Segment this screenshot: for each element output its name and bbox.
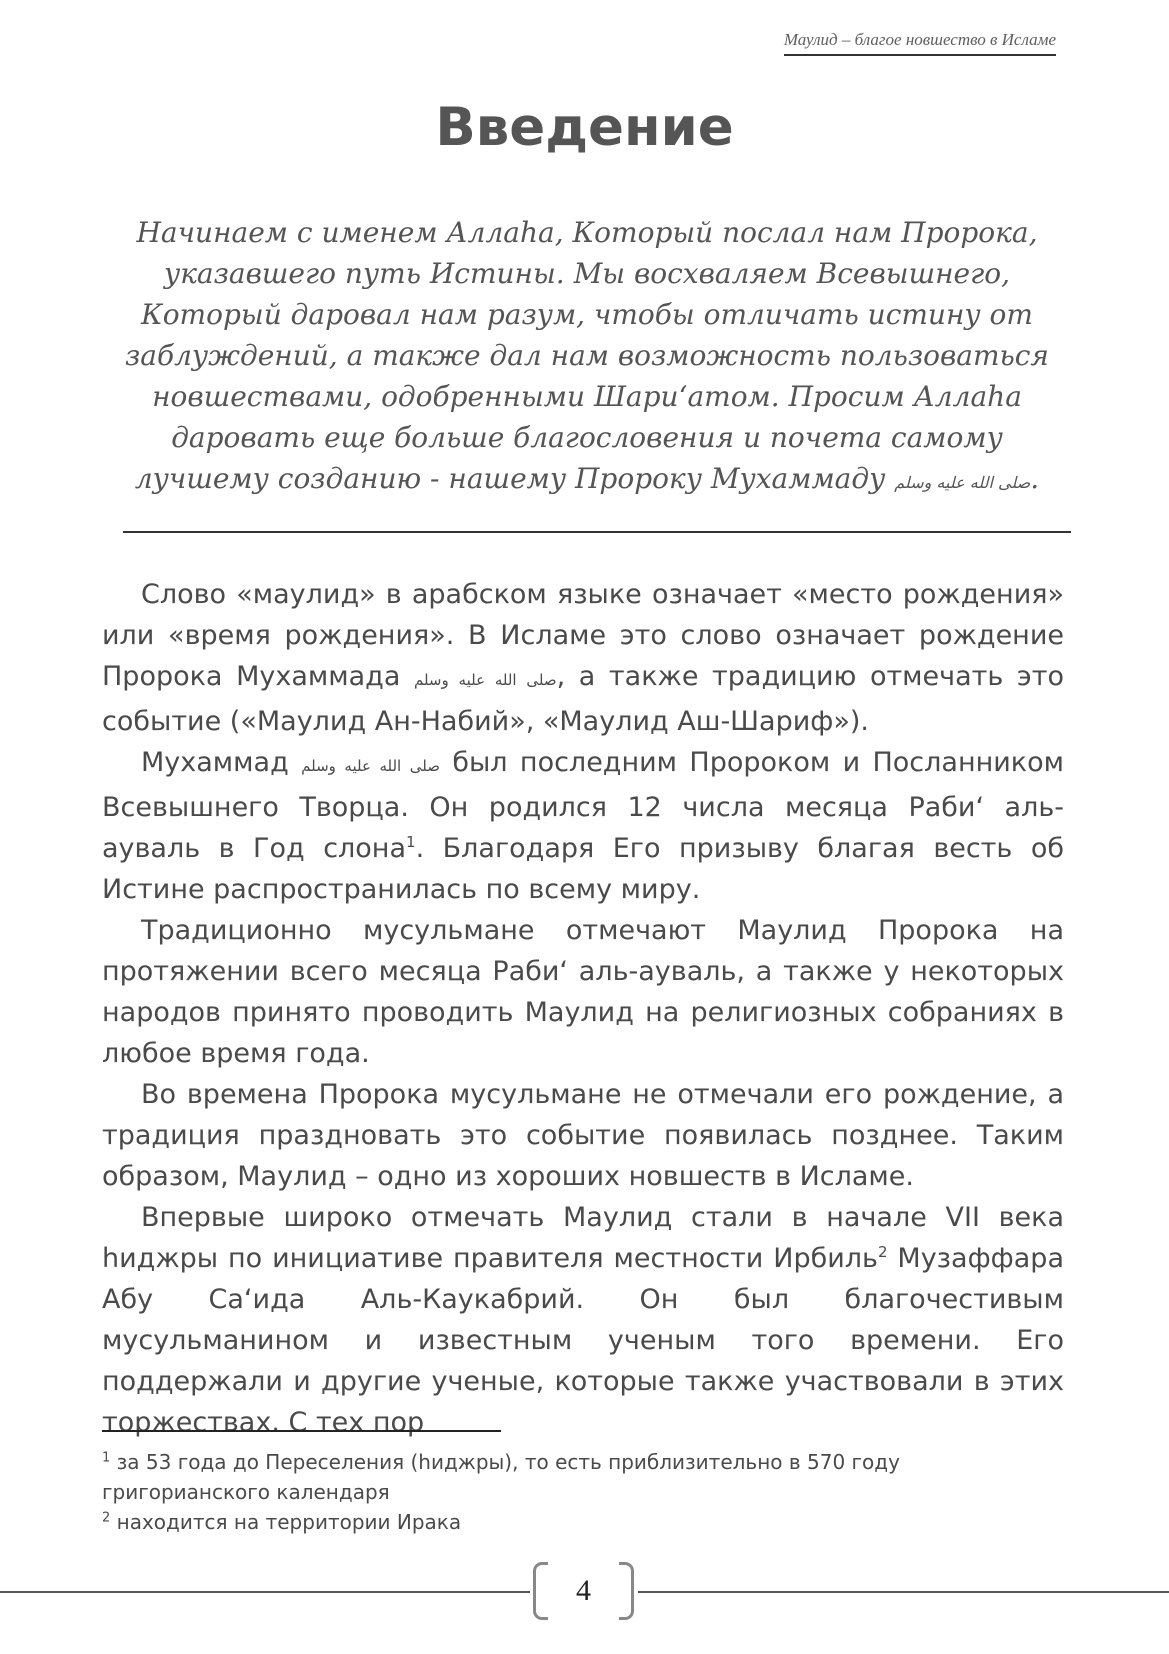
page-title: Введение (435, 97, 734, 158)
running-header: Маулид – благое новшество в Исламе (784, 30, 1056, 56)
footnote-divider (102, 1430, 501, 1432)
right-bracket-icon (619, 1562, 634, 1620)
left-bracket-icon (533, 1562, 548, 1620)
paragraph-3: Традиционно мусульмане отмечают Маулид Пророка на протяжении всего месяца Раби‘ аль-ауваль, а также у некоторых народов принято проводить Маулид на религиозных собраниях в любое время года. (102, 915, 1064, 1069)
section-divider (123, 531, 1071, 533)
intro-text: Начинаем с именем Аллаhа, Который послал нам Пророка, указавшего путь Истины. Мы восхваляем Всевышнего, Который даровал нам разум, чтобы отличать истину от заблуждений, а также дал нам возможность пользоваться новшествами, одобренными Шари‘атом. Просим Аллаhа даровать еще больше благословения и почета самому лучшему созданию - нашему Пророку Мухаммаду (125, 216, 1049, 495)
paragraph-1 (102, 574, 1064, 742)
footnote-mark-2: 2 (102, 1510, 111, 1526)
footer-line-right (638, 1591, 1169, 1593)
blessing-1: صلى الله عليه وسلم (413, 671, 557, 689)
intro-blessing: صلى الله عليه وسلم (894, 473, 1031, 492)
paragraph-4: Во времена Пророка мусульмане не отмечали его рождение, а традиция праздновать это событие появилась позднее. Таким образом, Маулид – одно из хороших новшеств в Исламе. (102, 1079, 1064, 1192)
footnote-ref-1[interactable]: 1 (406, 833, 416, 851)
paragraph-2-part-a: Мухаммад (141, 747, 289, 778)
intro-end: . (1030, 462, 1040, 495)
footer-line-left (0, 1591, 530, 1593)
blessing-2: صلى الله عليه وسلم (301, 757, 440, 775)
footnote-text-1: за 53 года до Переселения (hиджры), то есть приблизительно в 570 году григорианского календаря (102, 1450, 900, 1504)
paragraph-2 (102, 742, 1064, 910)
paragraph-5 (102, 1197, 1064, 1443)
paragraph-5-part-b: Музаффара Абу Са‘ида Аль-Каукабрий. Он был благочестивым мусульманином и известным ученым того времени. Его поддержали и другие ученые, которые также участвовали в этих торжествах. С тех пор (102, 1243, 1064, 1438)
paragraph-2-part-b: был последним Пророком и Посланником Всевышнего Творца. Он родился 12 числа месяца Раби‘ аль-ауваль в Год слона (102, 747, 1065, 864)
footnote-ref-2[interactable]: 2 (877, 1243, 888, 1261)
intro-paragraph (112, 212, 1062, 503)
paragraph-5-part-a: Впервые широко отмечать Маулид стали в начале VII века hиджры по инициативе правителя местности Ирбиль (102, 1202, 1064, 1274)
footnote-text-2: находится на территории Ирака (110, 1510, 462, 1534)
paragraph-2-part-c: . Благодаря Его призыву благая весть об Истине распространилась по всему миру. (102, 833, 1064, 905)
paragraph-1-part-a: Слово «маулид» в арабском языке означает «место рождения» или «время рождения». В Исламе это слово означает рождение Пророка Мухаммада (102, 579, 1064, 692)
footnote-1 (102, 1447, 1068, 1507)
body-text (102, 574, 1064, 1443)
footnote-mark-1: 1 (102, 1450, 111, 1466)
page-number-box (533, 1559, 634, 1623)
footnotes (102, 1447, 1068, 1537)
page-number: 4 (576, 1574, 591, 1607)
footnote-2 (102, 1507, 1068, 1537)
paragraph-1-part-b: , а также традицию отмечать это событие («Маулид Ан-Набий», «Маулид Аш-Шариф»). (102, 661, 1064, 737)
